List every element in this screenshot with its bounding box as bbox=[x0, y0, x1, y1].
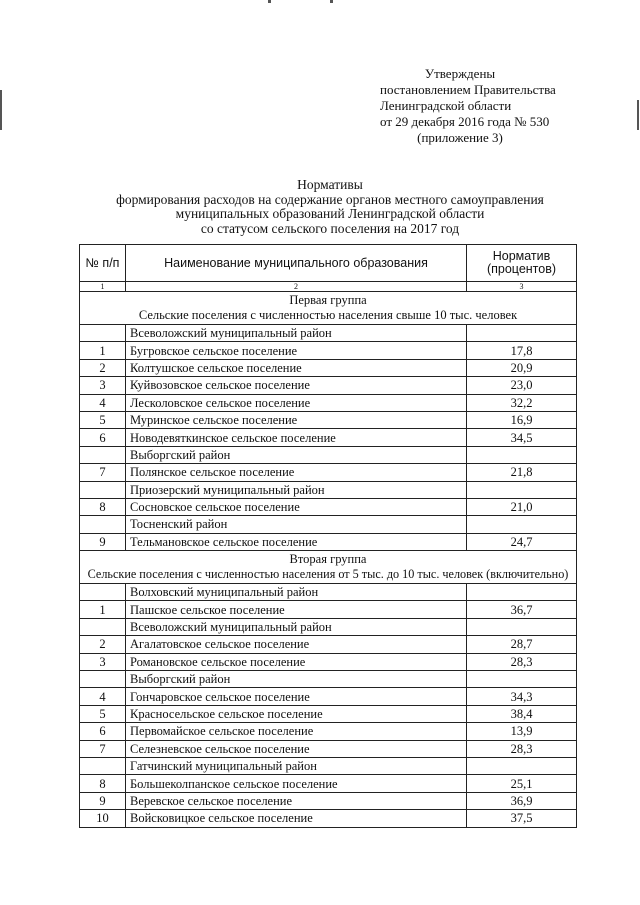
group2-body bbox=[80, 551, 577, 827]
table-row bbox=[80, 411, 577, 428]
table-row bbox=[80, 792, 577, 809]
table-row bbox=[80, 601, 577, 618]
column-index: 3 bbox=[467, 282, 577, 292]
empty-cell bbox=[80, 481, 126, 498]
group1-body bbox=[80, 292, 577, 551]
norm-value: 28,7 bbox=[467, 636, 577, 653]
row-number: 1 bbox=[80, 601, 126, 618]
settlement-name: Селезневское сельское поселение bbox=[126, 740, 467, 757]
empty-cell bbox=[80, 618, 126, 635]
table-row bbox=[80, 342, 577, 359]
norm-value: 36,9 bbox=[467, 792, 577, 809]
empty-cell bbox=[80, 446, 126, 463]
norms-table bbox=[79, 244, 577, 828]
district-row bbox=[80, 671, 577, 688]
scan-mark-left bbox=[0, 90, 2, 130]
norm-value: 28,3 bbox=[467, 653, 577, 670]
district-row bbox=[80, 516, 577, 533]
row-number: 3 bbox=[80, 653, 126, 670]
settlement-name: Гончаровское сельское поселение bbox=[126, 688, 467, 705]
empty-cell bbox=[80, 516, 126, 533]
norm-value: 23,0 bbox=[467, 377, 577, 394]
norm-value: 36,7 bbox=[467, 601, 577, 618]
table-row bbox=[80, 688, 577, 705]
scan-mark-top bbox=[330, 0, 333, 3]
row-number: 5 bbox=[80, 705, 126, 722]
table-row bbox=[80, 394, 577, 411]
document-subtitle: со статусом сельского поселения на 2017 год bbox=[200, 220, 460, 236]
norm-value: 25,1 bbox=[467, 775, 577, 792]
settlement-name: Агалатовское сельское поселение bbox=[126, 636, 467, 653]
row-number: 7 bbox=[80, 464, 126, 481]
group-header bbox=[80, 551, 577, 584]
table-row bbox=[80, 377, 577, 394]
settlement-name: Муринское сельское поселение bbox=[126, 411, 467, 428]
row-number: 2 bbox=[80, 359, 126, 376]
header-norm: Норматив (процентов) bbox=[467, 245, 577, 282]
table-row bbox=[80, 653, 577, 670]
norm-value: 21,8 bbox=[467, 464, 577, 481]
empty-cell bbox=[80, 584, 126, 601]
row-number: 8 bbox=[80, 775, 126, 792]
document-subtitle: муниципальных образований Ленинградской области bbox=[175, 206, 485, 221]
document-heading bbox=[80, 178, 580, 236]
group-subtitle: Сельские поселения с численностью населения свыше 10 тыс. человек bbox=[138, 308, 518, 322]
group-title: Первая группа bbox=[289, 293, 367, 307]
document-title: Нормативы bbox=[297, 177, 363, 192]
settlement-name: Бугровское сельское поселение bbox=[126, 342, 467, 359]
norm-value: 34,3 bbox=[467, 688, 577, 705]
table-row bbox=[80, 775, 577, 792]
settlement-name: Романовское сельское поселение bbox=[126, 653, 467, 670]
row-number: 4 bbox=[80, 394, 126, 411]
row-number: 9 bbox=[80, 792, 126, 809]
empty-cell bbox=[467, 446, 577, 463]
row-number: 5 bbox=[80, 411, 126, 428]
scan-mark-top bbox=[268, 0, 271, 3]
empty-cell bbox=[467, 325, 577, 342]
row-number: 4 bbox=[80, 688, 126, 705]
settlement-name: Колтушское сельское поселение bbox=[126, 359, 467, 376]
district-row bbox=[80, 584, 577, 601]
district-name: Гатчинский муниципальный район bbox=[126, 757, 467, 774]
district-name: Выборгский район bbox=[126, 446, 467, 463]
norm-value: 38,4 bbox=[467, 705, 577, 722]
district-row bbox=[80, 446, 577, 463]
approval-line: (приложение 3) bbox=[417, 130, 503, 145]
norm-value: 24,7 bbox=[467, 533, 577, 550]
row-number: 3 bbox=[80, 377, 126, 394]
table-row bbox=[80, 723, 577, 740]
table-header-row bbox=[80, 245, 577, 282]
norm-value: 32,2 bbox=[467, 394, 577, 411]
row-number: 2 bbox=[80, 636, 126, 653]
norm-value: 13,9 bbox=[467, 723, 577, 740]
empty-cell bbox=[80, 757, 126, 774]
column-index: 2 bbox=[126, 282, 467, 292]
row-number: 10 bbox=[80, 810, 126, 827]
row-number: 6 bbox=[80, 429, 126, 446]
district-row bbox=[80, 618, 577, 635]
norm-value: 37,5 bbox=[467, 810, 577, 827]
document-subtitle: формирования расходов на содержание органов местного самоуправления bbox=[116, 191, 544, 207]
table-row bbox=[80, 810, 577, 827]
table-row bbox=[80, 464, 577, 481]
settlement-name: Красносельское сельское поселение bbox=[126, 705, 467, 722]
norm-value: 34,5 bbox=[467, 429, 577, 446]
table-row bbox=[80, 636, 577, 653]
district-name: Выборгский район bbox=[126, 671, 467, 688]
norm-value: 21,0 bbox=[467, 498, 577, 515]
district-name: Всеволожский муниципальный район bbox=[126, 618, 467, 635]
table-row bbox=[80, 429, 577, 446]
district-row bbox=[80, 325, 577, 342]
settlement-name: Веревское сельское поселение bbox=[126, 792, 467, 809]
row-number: 7 bbox=[80, 740, 126, 757]
district-name: Тосненский район bbox=[126, 516, 467, 533]
group-subtitle: Сельские поселения с численностью населения от 5 тыс. до 10 тыс. человек (включительно) bbox=[87, 567, 569, 582]
table-row bbox=[80, 533, 577, 550]
district-name: Волховский муниципальный район bbox=[126, 584, 467, 601]
table-row bbox=[80, 740, 577, 757]
district-name: Всеволожский муниципальный район bbox=[126, 325, 467, 342]
empty-cell bbox=[467, 481, 577, 498]
district-row bbox=[80, 757, 577, 774]
approval-line: от 29 декабря 2016 года № 530 bbox=[380, 114, 550, 129]
settlement-name: Лесколовское сельское поселение bbox=[126, 394, 467, 411]
norm-value: 16,9 bbox=[467, 411, 577, 428]
settlement-name: Куйвозовское сельское поселение bbox=[126, 377, 467, 394]
empty-cell bbox=[467, 618, 577, 635]
norm-value: 28,3 bbox=[467, 740, 577, 757]
table-row bbox=[80, 498, 577, 515]
district-name: Приозерский муниципальный район bbox=[126, 481, 467, 498]
empty-cell bbox=[467, 757, 577, 774]
header-num: № п/п bbox=[80, 245, 126, 282]
settlement-name: Первомайское сельское поселение bbox=[126, 723, 467, 740]
group-title: Вторая группа bbox=[289, 552, 367, 567]
approval-stamp bbox=[380, 66, 580, 146]
empty-cell bbox=[467, 516, 577, 533]
empty-cell bbox=[80, 671, 126, 688]
approval-line: Утверждены bbox=[424, 66, 496, 81]
row-number: 8 bbox=[80, 498, 126, 515]
norm-value: 17,8 bbox=[467, 342, 577, 359]
district-row bbox=[80, 481, 577, 498]
settlement-name: Войсковицкое сельское поселение bbox=[126, 810, 467, 827]
group-header bbox=[80, 292, 577, 325]
empty-cell bbox=[467, 671, 577, 688]
header-name: Наименование муниципального образования bbox=[126, 245, 467, 282]
settlement-name: Большеколпанское сельское поселение bbox=[126, 775, 467, 792]
column-index: 1 bbox=[80, 282, 126, 292]
settlement-name: Новодевяткинское сельское поселение bbox=[126, 429, 467, 446]
scan-mark-right bbox=[637, 100, 639, 130]
settlement-name: Сосновское сельское поселение bbox=[126, 498, 467, 515]
empty-cell bbox=[467, 584, 577, 601]
approval-line: постановлением Правительства bbox=[380, 82, 556, 97]
settlement-name: Тельмановское сельское поселение bbox=[126, 533, 467, 550]
row-number: 9 bbox=[80, 533, 126, 550]
settlement-name: Полянское сельское поселение bbox=[126, 464, 467, 481]
table-row bbox=[80, 705, 577, 722]
column-index-row bbox=[80, 282, 577, 292]
settlement-name: Пашское сельское поселение bbox=[126, 601, 467, 618]
norm-value: 20,9 bbox=[467, 359, 577, 376]
empty-cell bbox=[80, 325, 126, 342]
approval-line: Ленинградской области bbox=[380, 98, 512, 113]
table-row bbox=[80, 359, 577, 376]
row-number: 1 bbox=[80, 342, 126, 359]
row-number: 6 bbox=[80, 723, 126, 740]
